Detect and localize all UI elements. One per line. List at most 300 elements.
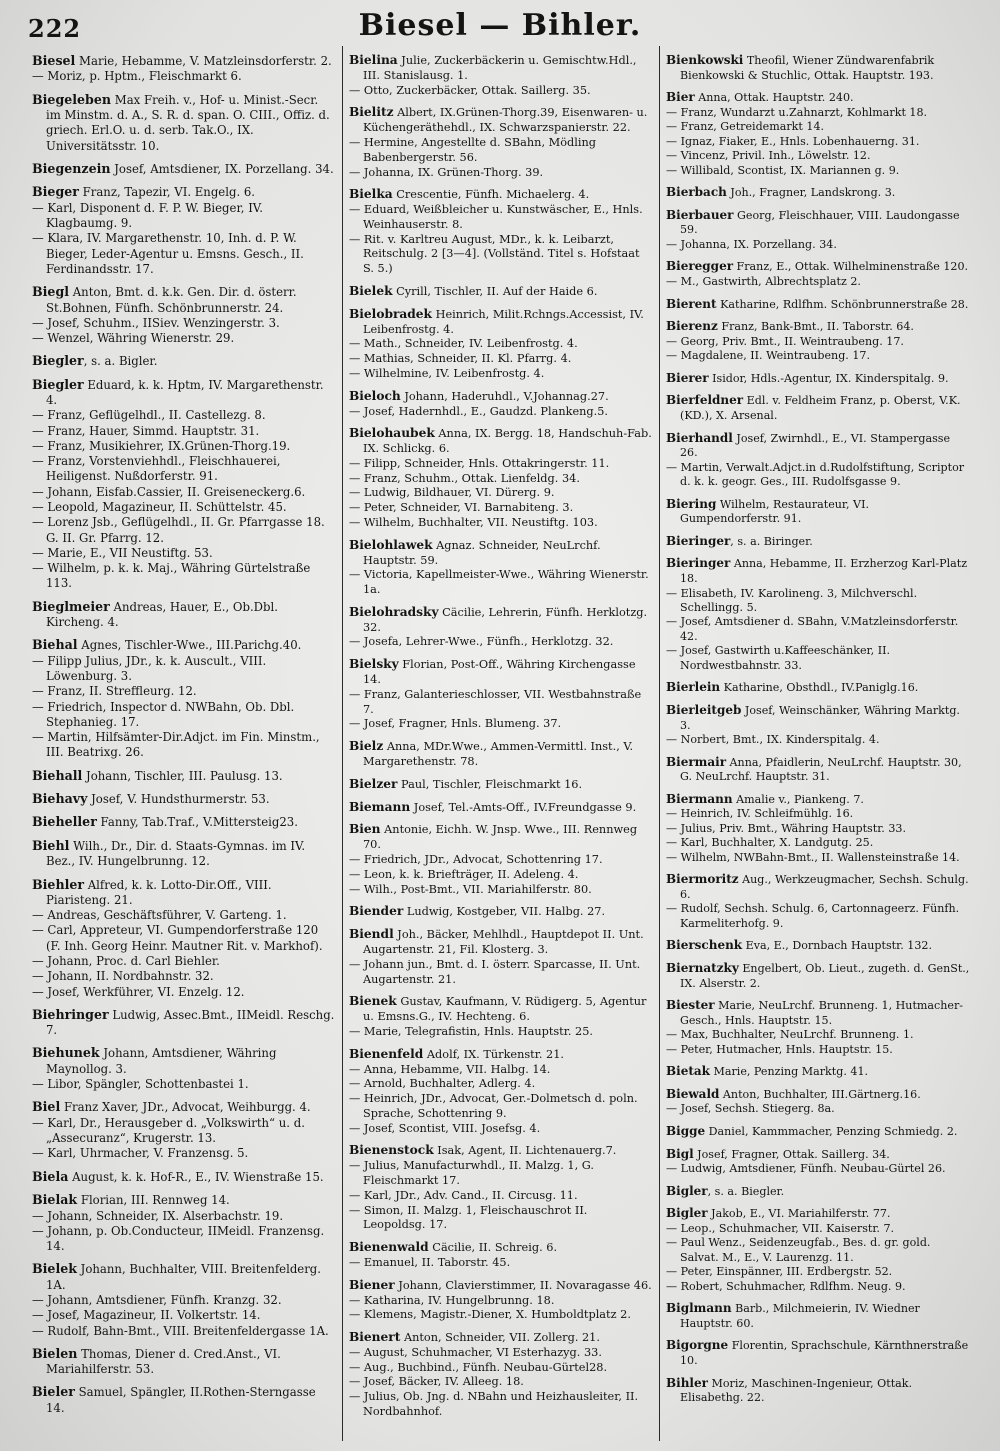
- directory-entry: [349, 284, 653, 300]
- entry-text: Johann, Amtsdiener, Währing Maynollog. 3.: [46, 1046, 277, 1076]
- entry-surname: Biernatzky: [666, 960, 739, 975]
- directory-entry: [32, 1384, 336, 1416]
- entry-text: — Mathias, Schneider, II. Kl. Pfarrg. 4.: [349, 352, 572, 366]
- entry-surname: Bigler: [666, 1206, 708, 1221]
- entry-text: Joh., Fragner, Landskrong. 3.: [726, 186, 896, 200]
- directory-entry: [32, 599, 336, 631]
- entry-text: — Johann jun., Bmt. d. I. österr. Sparcasse, II. Unt. Augartenstr. 21.: [349, 957, 641, 986]
- entry-text: — Friedrich, Inspector d. NWBahn, Ob. Dbl. Stephanieg. 17.: [32, 699, 295, 729]
- directory-entry: [349, 307, 653, 338]
- entry-text: Julie, Zuckerbäckerin u. Gemischtw.Hdl., III. Stanislausg. 1.: [363, 54, 637, 82]
- entry-text: Franz, Bank-Bmt., II. Taborstr. 64.: [717, 320, 914, 334]
- entry-surname: Bielsky: [349, 657, 399, 672]
- directory-entry: [349, 426, 653, 457]
- directory-entry: [349, 367, 653, 382]
- entry-surname: Bieringer: [666, 533, 731, 548]
- directory-entry: [349, 516, 653, 531]
- directory-entry: [349, 1375, 653, 1390]
- directory-entry: [349, 405, 653, 420]
- entry-text: — Klemens, Magistr.-Diener, X. Humboldtplatz 2.: [349, 1308, 631, 1322]
- directory-entry: [666, 615, 970, 644]
- entry-text: — Martin, Verwalt.Adjct.in d.Rudolfstiftung, Scriptor d. k. k. geogr. Ges., III. Rudolfsgasse 9.: [666, 460, 965, 489]
- directory-entry: [32, 231, 336, 277]
- entry-text: Wilh., Dr., Dir. d. Staats-Gymnas. im IV. Bez., IV. Hungelbrunng. 12.: [46, 838, 306, 869]
- directory-entry: [666, 703, 970, 733]
- entry-surname: Bielek: [349, 283, 393, 298]
- directory-entry: [349, 136, 653, 165]
- entry-surname: Bielz: [349, 738, 384, 753]
- directory-entry: [32, 439, 336, 454]
- entry-text: — Franz, Galanterieschlosser, VII. Westbahnstraße 7.: [349, 687, 642, 716]
- entry-text: Wilhelm, Restaurateur, VI. Gumpendorferstr. 91.: [680, 497, 869, 526]
- entry-text: Marie, Hebamme, V. Matzleinsdorferstr. 2.: [75, 54, 332, 68]
- directory-entry: [349, 635, 653, 650]
- entry-text: Amalie v., Piankeng. 7.: [732, 792, 864, 806]
- entry-text: Anton, Bmt. d. k.k. Gen. Dir. d. österr. St.Bohnen, Fünfh. Schönbrunnerstr. 24.: [46, 285, 297, 315]
- running-head: Biesel — Bihler.: [358, 8, 642, 43]
- entry-text: Florian, III. Rennweg 14.: [77, 1193, 230, 1208]
- entry-text: — Leon, k. k. Briefträger, II. Adeleng. 4.: [349, 867, 579, 881]
- directory-entry: [349, 1346, 653, 1361]
- directory-entry: [666, 185, 970, 201]
- entry-surname: Biermann: [666, 791, 733, 806]
- entry-text: Ludwig, Assec.Bmt., IIMeidl. Reschg. 7.: [46, 1007, 335, 1038]
- entry-text: — Josef, Bäcker, IV. Alleeg. 18.: [349, 1375, 524, 1389]
- directory-entry: [349, 994, 653, 1025]
- directory-entry: [666, 135, 970, 149]
- directory-entry: [32, 637, 336, 653]
- directory-entry: [32, 1261, 336, 1293]
- entry-surname: Bigler: [666, 1183, 708, 1198]
- entry-text: — Franz, Vorstenviehhdl., Fleischhauerei, Heiligenst. Nußdorferstr. 91.: [32, 454, 281, 484]
- directory-entry: [32, 284, 336, 316]
- directory-entry: [666, 1087, 970, 1103]
- directory-entry: [32, 838, 336, 870]
- entry-text: — Paul Wenz., Seidenzeugfab., Bes. d. gr. gold. Salvat. M., E., V. Laurenzg. 11.: [666, 1236, 931, 1264]
- entry-text: Cyrill, Tischler, II. Auf der Haide 6.: [392, 284, 598, 298]
- directory-entry: [32, 201, 336, 232]
- entry-surname: Bieringer: [666, 556, 731, 571]
- entry-surname: Bienkowski: [666, 53, 744, 67]
- directory-entry: [349, 1159, 653, 1188]
- entry-text: — Julius, Priv. Bmt., Währing Hauptstr. 33.: [666, 821, 906, 835]
- column-1: [26, 46, 342, 1441]
- entry-text: — Carl, Appreteur, VI. Gumpendorferstraße 120 (F. Inh. Georg Heinr. Mautner Rit. v. Markhof).: [32, 923, 323, 953]
- directory-entry: [349, 822, 653, 853]
- entry-text: — Franz, Hauer, Simmd. Hauptstr. 31.: [32, 423, 260, 438]
- directory-entry: [666, 1064, 970, 1080]
- entry-surname: Bieglmeier: [32, 598, 110, 614]
- directory-entry: [32, 814, 336, 830]
- directory-entry: [32, 700, 336, 731]
- entry-surname: Bierleitgeb: [666, 702, 742, 717]
- entry-text: — Heinrich, IV. Schleifmühlg. 16.: [666, 807, 854, 821]
- directory-entry: [349, 1256, 653, 1271]
- directory-entry: [349, 337, 653, 352]
- entry-surname: Bierenz: [666, 319, 718, 334]
- entry-text: — Simon, II. Malzg. 1, Fleischauschrot II. Leopoldsg. 17.: [349, 1203, 588, 1232]
- entry-text: — Wenzel, Währing Wienerstr. 29.: [32, 331, 235, 346]
- entry-text: — Karl, Buchhalter, X. Landgutg. 25.: [666, 836, 874, 850]
- directory-entry: [666, 1338, 970, 1368]
- entry-text: Johann, Clavierstimmer, II. Novaragasse 46.: [394, 1278, 652, 1292]
- entry-text: — Moriz, p. Hptm., Fleischmarkt 6.: [32, 69, 242, 84]
- directory-entry: [32, 1045, 336, 1077]
- directory-entry: [32, 985, 336, 1000]
- entry-text: Samuel, Spängler, II.Rothen-Sterngasse 14.: [46, 1385, 316, 1415]
- entry-text: — Wilh., Post-Bmt., VII. Mariahilferstr. 80.: [349, 882, 592, 896]
- entry-text: — Peter, Einspänner, III. Erdbergstr. 52.: [666, 1265, 893, 1279]
- directory-entry: [349, 1390, 653, 1419]
- directory-entry: [32, 768, 336, 784]
- directory-entry: [32, 1007, 336, 1039]
- entry-text: Albert, IX.Grünen-Thorg.39, Eisenwaren- u. Küchengeräthehdl., IX. Schwarzspanierstr. 22.: [363, 106, 648, 135]
- entry-text: — Elisabeth, IV. Karolineng. 3, Milchverschl. Schellingg. 5.: [666, 586, 918, 614]
- entry-text: Aug., Werkzeugmacher, Sechsh. Schulg. 6.: [680, 873, 969, 901]
- entry-text: — Ludwig, Amtsdiener, Fünfh. Neubau-Gürtel 26.: [666, 1162, 946, 1176]
- entry-text: — Peter, Schneider, VI. Barnabiteng. 3.: [349, 501, 574, 515]
- directory-entry: [349, 1077, 653, 1092]
- entry-text: — Josef, Fragner, Hnls. Blumeng. 37.: [349, 717, 562, 731]
- entry-surname: Bierhandl: [666, 430, 733, 445]
- entry-text: Anna, Pfaidlerin, NeuLrchf. Hauptstr. 30, G. NeuLrchf. Hauptstr. 31.: [680, 755, 962, 784]
- directory-entry: [32, 1224, 336, 1255]
- entry-surname: Biehl: [32, 837, 70, 853]
- directory-entry: [349, 739, 653, 770]
- entry-surname: Biewald: [666, 1086, 720, 1101]
- column-2: [342, 46, 659, 1441]
- directory-entry: [349, 166, 653, 181]
- entry-text: — Marie, Telegrafistin, Hnls. Hauptstr. 25.: [349, 1025, 594, 1039]
- directory-entry: [32, 1346, 336, 1378]
- entry-surname: Bielohaubek: [349, 426, 435, 441]
- entry-text: Josef, Fragner, Ottak. Saillerg. 34.: [693, 1147, 890, 1161]
- directory-entry: [666, 335, 970, 349]
- entry-text: — Franz, Wundarzt u.Zahnarzt, Kohlmarkt 18.: [666, 105, 928, 119]
- directory-entry: [666, 1222, 970, 1236]
- entry-surname: Biela: [32, 1168, 69, 1184]
- entry-text: — Josef, Sechsh. Stiegerg. 8a.: [666, 1102, 835, 1116]
- directory-entry: [349, 568, 653, 597]
- directory-entry: [349, 84, 653, 99]
- entry-text: — August, Schuhmacher, VI Esterhazyg. 33.: [349, 1345, 602, 1359]
- entry-text: — Marie, E., VII Neustiftg. 53.: [32, 545, 213, 560]
- directory-entry: [666, 259, 970, 275]
- entry-surname: Bigorgne: [666, 1338, 729, 1353]
- entry-surname: Biehringer: [32, 1006, 109, 1022]
- directory-entry: [666, 755, 970, 785]
- entry-text: Johann, Haderuhdl., V.Johannag.27.: [400, 389, 609, 403]
- entry-text: Franz Xaver, JDr., Advocat, Weihburgg. 4.: [60, 1100, 311, 1115]
- entry-text: — Leopold, Magazineur, II. Schüttelstr. 45.: [32, 500, 287, 514]
- entry-surname: Bielak: [32, 1192, 78, 1208]
- entry-text: Paul, Tischler, Fleischmarkt 16.: [397, 777, 583, 791]
- directory-entry: [666, 1206, 970, 1222]
- directory-entry: [666, 872, 970, 902]
- directory-entry: [349, 1143, 653, 1159]
- entry-text: — Franz, Schuhm., Ottak. Lienfeldg. 34.: [349, 471, 580, 485]
- entry-text: Josef, Weinschänker, Währing Marktg. 3.: [680, 703, 960, 732]
- directory-entry: [666, 938, 970, 954]
- directory-entry: [349, 800, 653, 816]
- directory-entry: [666, 319, 970, 335]
- entry-text: Heinrich, Milit.Rchngs.Accessist, IV. Leibenfrostg. 4.: [363, 307, 644, 336]
- directory-entry: [32, 1146, 336, 1161]
- entry-text: — Josef, Schuhm., IISiev. Wenzingerstr. 3.: [32, 315, 280, 330]
- entry-surname: Biehall: [32, 767, 83, 783]
- directory-entry: [349, 1092, 653, 1121]
- entry-text: — Eduard, Weißbleicher u. Kunstwäscher, E., Hnls. Weinhauserstr. 8.: [349, 203, 643, 231]
- directory-entry: [32, 1099, 336, 1115]
- directory-entry: [666, 90, 970, 106]
- entry-text: Anton, Buchhalter, III.Gärtnerg.16.: [719, 1087, 921, 1101]
- entry-text: — Vincenz, Privil. Inh., Löwelstr. 12.: [666, 149, 871, 163]
- entry-text: — Josef, Amtsdiener d. SBahn, V.Matzleinsdorferstr. 42.: [666, 615, 959, 643]
- directory-entry: [349, 717, 653, 732]
- entry-surname: Biehunek: [32, 1045, 100, 1061]
- entry-text: — Robert, Schuhmacher, Rdlfhm. Neug. 9.: [666, 1279, 906, 1293]
- entry-text: Ludwig, Kostgeber, VII. Halbg. 27.: [403, 905, 606, 919]
- entry-surname: Bietak: [666, 1064, 710, 1079]
- directory-entry: [32, 730, 336, 761]
- directory-entry: [349, 1308, 653, 1323]
- column-3: [659, 46, 976, 1441]
- entry-text: — Ludwig, Bildhauer, VI. Dürerg. 9.: [349, 486, 555, 500]
- entry-surname: Bierlein: [666, 680, 721, 695]
- entry-text: Isak, Agent, II. Lichtenauerg.7.: [433, 1144, 617, 1158]
- entry-surname: Biegeleben: [32, 91, 112, 107]
- entry-text: Crescentie, Fünfh. Michaelerg. 4.: [392, 188, 590, 202]
- entry-surname: Bielitz: [349, 105, 394, 120]
- entry-text: — Anna, Hebamme, VII. Halbg. 14.: [349, 1062, 551, 1076]
- directory-entry: [349, 1294, 653, 1309]
- directory-entry: [349, 688, 653, 717]
- directory-entry: [349, 486, 653, 501]
- directory-entry: [349, 904, 653, 920]
- directory-entry: [666, 733, 970, 747]
- directory-entry: [32, 1169, 336, 1185]
- entry-text: — Johanna, IX. Grünen-Thorg. 39.: [349, 165, 544, 179]
- entry-text: — Martin, Hilfsämter-Dir.Adjct. im Fin. Minstm., III. Beatrixg. 26.: [32, 730, 320, 760]
- entry-text: — Rudolf, Bahn-Bmt., VIII. Breitenfeldergasse 1A.: [32, 1323, 329, 1338]
- directory-entry: [349, 853, 653, 868]
- entry-surname: Biegl: [32, 284, 70, 300]
- directory-entry: [666, 275, 970, 289]
- entry-text: — Friedrich, JDr., Advocat, Schottenring 17.: [349, 853, 603, 867]
- directory-entry: [32, 1077, 336, 1092]
- directory-entry: [666, 1301, 970, 1331]
- directory-entry: [32, 954, 336, 969]
- directory-entry: [666, 53, 970, 83]
- entry-text: — Katharina, IV. Hungelbrunng. 18.: [349, 1293, 555, 1307]
- directory-entry: [666, 238, 970, 252]
- directory-entry: [32, 908, 336, 923]
- entry-text: — Arnold, Buchhalter, Adlerg. 4.: [349, 1077, 536, 1091]
- entry-text: — Julius, Manufacturwhdl., II. Malzg. 1, G. Fleischmarkt 17.: [349, 1159, 595, 1188]
- entry-text: Florian, Post-Off., Währing Kirchengasse 14.: [363, 658, 636, 687]
- entry-text: Eduard, k. k. Hptm, IV. Margarethenstr. 4.: [46, 377, 324, 408]
- entry-text: — Hermine, Angestellte d. SBahn, Mödling Babenbergerstr. 56.: [349, 136, 596, 164]
- entry-text: Anton, Schneider, VII. Zollerg. 21.: [400, 1331, 600, 1345]
- directory-entry: [666, 120, 970, 134]
- entry-text: — Klara, IV. Margarethenstr. 10, Inh. d. P. W. Bieger, Leder-Agentur u. Emsns. Gesch., II. Ferdinandsstr. 17.: [32, 231, 304, 276]
- entry-text: — Magdalene, II. Weintraubeng. 17.: [666, 349, 870, 363]
- directory-entry: [666, 1376, 970, 1406]
- directory-entry: [32, 353, 336, 369]
- directory-entry: [349, 605, 653, 636]
- directory-entry: [666, 297, 970, 313]
- entry-surname: Biemann: [349, 799, 411, 814]
- entry-text: Anna, IX. Bergg. 18, Handschuh-Fab. IX. Schlickg. 6.: [363, 427, 652, 456]
- entry-text: — Ignaz, Fiaker, E., Hnls. Lobenhauerng. 31.: [666, 134, 920, 148]
- directory-entry: [349, 501, 653, 516]
- entry-surname: Biener: [349, 1277, 395, 1292]
- directory-entry: [666, 149, 970, 163]
- directory-entry: [349, 1361, 653, 1376]
- entry-surname: Bierfeldner: [666, 393, 744, 408]
- directory-entry: [349, 53, 653, 84]
- directory-entry: [349, 457, 653, 472]
- directory-entry: [666, 961, 970, 991]
- entry-surname: Biehavy: [32, 790, 88, 806]
- entry-text: — Willibald, Scontist, IX. Mariannen g. 9.: [666, 163, 900, 177]
- entry-text: — Franz, II. Streffleurg. 12.: [32, 684, 197, 699]
- directory-entry: [666, 431, 970, 461]
- entry-text: — Norbert, Bmt., IX. Kinderspitalg. 4.: [666, 733, 880, 747]
- entry-surname: Biegler: [32, 353, 84, 369]
- entry-text: Johann, Tischler, III. Paulusg. 13.: [82, 768, 283, 783]
- entry-text: — Franz, Musikiehrer, IX.Grünen-Thorg.19.: [32, 438, 291, 453]
- directory-entry: [666, 1236, 970, 1265]
- entry-surname: Biegler: [32, 376, 84, 392]
- entry-text: Marie, NeuLrchf. Brunneng. 1, Hutmacher-Gesch., Hnls. Hauptstr. 15.: [680, 999, 964, 1027]
- entry-surname: Bigge: [666, 1123, 706, 1138]
- entry-surname: Bieler: [32, 1384, 75, 1400]
- directory-entry: [666, 902, 970, 931]
- directory-entry: [666, 644, 970, 673]
- entry-surname: Bierbauer: [666, 207, 734, 222]
- directory-entry: [666, 998, 970, 1028]
- entry-text: — Rit. v. Karltreu August, MDr., k. k. Leibarzt, Reitschulg. 2 [3—4]. (Vollständ. Titel s. Hofstaat S. 5.): [349, 232, 640, 276]
- entry-text: Katharine, Rdlfhm. Schönbrunnerstraße 28.: [716, 297, 969, 311]
- directory-entry: [32, 1192, 336, 1208]
- directory-entry: [349, 777, 653, 793]
- directory-entry: [32, 184, 336, 200]
- directory-entry: [349, 352, 653, 367]
- entry-text: — Josefa, Lehrer-Wwe., Fünfh., Herklotzg. 32.: [349, 635, 614, 649]
- entry-surname: Bielka: [349, 187, 393, 202]
- directory-entry: [32, 454, 336, 485]
- entry-text: — Filipp, Schneider, Hnls. Ottakringerstr. 11.: [349, 456, 610, 470]
- directory-entry: [666, 1124, 970, 1140]
- entry-text: Andreas, Hauer, E., Ob.Dbl. Kircheng. 4.: [46, 599, 278, 630]
- entry-text: — Franz, Getreidemarkt 14.: [666, 120, 825, 134]
- entry-text: Cäcilie, II. Schreig. 6.: [428, 1240, 558, 1254]
- directory-entry: [666, 106, 970, 120]
- entry-surname: Biender: [349, 904, 404, 919]
- entry-text: — Victoria, Kapellmeister-Wwe., Währing Wienerstr. 1a.: [349, 568, 649, 596]
- entry-text: Marie, Penzing Marktg. 41.: [709, 1065, 869, 1079]
- directory-entry: [349, 868, 653, 883]
- entry-text: Gustav, Kaufmann, V. Rüdigerg. 5, Agentur u. Emsns.G., IV. Hechteng. 6.: [363, 995, 647, 1024]
- entry-text: — Johann, Schneider, IX. Alserbachstr. 19.: [32, 1208, 284, 1223]
- entry-text: , s. a. Biegler.: [707, 1184, 785, 1198]
- entry-text: Florentin, Sprachschule, Kärnthnerstraße 10.: [680, 1339, 969, 1368]
- entry-surname: Bierschenk: [666, 938, 743, 953]
- directory-entry: [32, 1209, 336, 1224]
- entry-text: — Math., Schneider, IV. Leibenfrostg. 4.: [349, 337, 578, 351]
- directory-entry: [666, 349, 970, 363]
- entry-text: — Aug., Buchbind., Fünfh. Neubau-Gürtel28.: [349, 1360, 608, 1374]
- entry-text: Isidor, Hdls.-Agentur, IX. Kinderspitalg. 9.: [708, 371, 949, 385]
- directory-entry: [32, 1116, 336, 1147]
- directory-entry: [32, 546, 336, 561]
- entry-surname: Biermoritz: [666, 872, 739, 887]
- entry-text: — Andreas, Geschäftsführer, V. Garteng. 1.: [32, 908, 287, 923]
- directory-entry: [32, 684, 336, 699]
- entry-surname: Biendl: [349, 927, 394, 942]
- directory-entry: [666, 807, 970, 821]
- entry-text: — Wilhelm, Buchhalter, VII. Neustiftg. 103.: [349, 515, 598, 529]
- directory-entry: [32, 877, 336, 909]
- entry-text: Jakob, E., VI. Mariahilferstr. 77.: [707, 1207, 891, 1221]
- entry-text: Max Freih. v., Hof- u. Minist.-Secr. im Minstm. d. A., S. R. d. span. O. CIII., Offiz. d. griech. Erl.O. u. d. serb. Tak.O., IX. Universitätsstr. 10.: [46, 92, 330, 153]
- directory-entry: [666, 1265, 970, 1279]
- entry-text: — Johann, Eisfab.Cassier, II. Greiseneckerg.6.: [32, 484, 306, 499]
- entry-text: — Max, Buchhalter, NeuLrchf. Brunneng. 1.: [666, 1028, 914, 1042]
- directory-entry: [32, 424, 336, 439]
- entry-text: — Heinrich, JDr., Advocat, Ger.-Dolmetsch d. poln. Sprache, Schottenring 9.: [349, 1092, 638, 1120]
- entry-text: — Libor, Spängler, Schottenbastei 1.: [32, 1077, 249, 1092]
- directory-entry: [666, 164, 970, 178]
- entry-text: — Karl, Disponent d. F. P. W. Bieger, IV. Klagbaumg. 9.: [32, 200, 263, 231]
- directory-entry: [32, 923, 336, 954]
- entry-text: Moriz, Maschinen-Ingenieur, Ottak. Elisabethg. 22.: [680, 1376, 913, 1405]
- entry-surname: Bielek: [32, 1261, 77, 1277]
- entry-text: Joh., Bäcker, Mehlhdl., Hauptdepot II. Unt. Augartenstr. 21, Fil. Klosterg. 3.: [363, 928, 644, 957]
- directory-entry: [349, 1278, 653, 1294]
- columns: [26, 46, 976, 1441]
- directory-entry: [32, 69, 336, 84]
- directory-entry: [349, 883, 653, 898]
- directory-entry: [666, 680, 970, 696]
- entry-surname: Biegenzein: [32, 160, 111, 176]
- directory-entry: [32, 500, 336, 515]
- directory-entry: [666, 371, 970, 387]
- directory-entry: [666, 461, 970, 490]
- entry-surname: Biesel: [32, 53, 76, 68]
- directory-entry: [349, 1122, 653, 1137]
- entry-text: — Lorenz Jsb., Geflügelhdl., II. Gr. Pfarrgasse 18. G. II. Gr. Pfarrg. 12.: [32, 515, 325, 545]
- directory-entry: [666, 1184, 970, 1200]
- entry-text: Edl. v. Feldheim Franz, p. Oberst, V.K. (KD.), X. Arsenal.: [680, 394, 961, 423]
- entry-surname: Bien: [349, 822, 381, 837]
- directory-entry: [349, 472, 653, 487]
- entry-surname: Bielohlawek: [349, 537, 433, 552]
- entry-text: Agnes, Tischler-Wwe., III.Parichg.40.: [77, 638, 302, 653]
- entry-surname: Bielen: [32, 1345, 78, 1361]
- entry-surname: Biester: [666, 998, 715, 1013]
- directory-entry: [32, 1293, 336, 1308]
- entry-surname: Bienenstock: [349, 1143, 434, 1158]
- directory-entry: [666, 1147, 970, 1163]
- entry-text: — Otto, Zuckerbäcker, Ottak. Saillerg. 35.: [349, 83, 591, 97]
- entry-text: — M., Gastwirth, Albrechtsplatz 2.: [666, 275, 861, 289]
- entry-text: Agnaz. Schneider, NeuLrchf. Hauptstr. 59.: [363, 538, 601, 567]
- directory-entry: [349, 1025, 653, 1040]
- directory-entry: [666, 587, 970, 616]
- entry-text: — Franz, Geflügelhdl., II. Castellezg. 8.: [32, 408, 266, 423]
